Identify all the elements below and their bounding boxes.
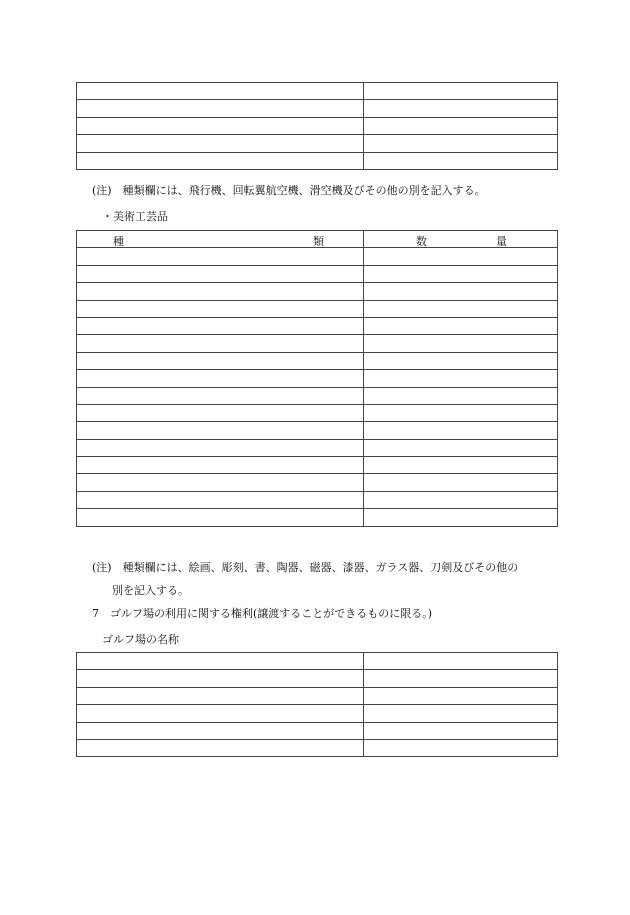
table-row — [77, 422, 558, 439]
table-row — [77, 117, 558, 134]
table-row — [77, 387, 558, 404]
golf-section-heading: 7 ゴルフ場の利用に関する権利(譲渡することができるものに限る。) — [92, 607, 433, 620]
art-section-title: ・美術工芸品 — [102, 210, 168, 223]
art-note-line2: 別を記入する。 — [112, 584, 189, 597]
table-row — [77, 83, 558, 100]
table-row — [77, 739, 558, 756]
table-row — [77, 317, 558, 334]
table-row — [77, 265, 558, 282]
table-row — [77, 283, 558, 300]
aircraft-table — [76, 82, 558, 170]
table-row — [77, 404, 558, 421]
table-row — [77, 474, 558, 491]
table-row — [77, 457, 558, 474]
table-row — [77, 352, 558, 369]
table-row — [77, 653, 558, 670]
table-row — [77, 509, 558, 526]
table-row — [77, 491, 558, 508]
table-row — [77, 439, 558, 456]
table-row — [77, 248, 558, 265]
header-type: 種 類 — [77, 231, 364, 248]
header-quantity: 数 量 — [364, 231, 558, 248]
table-row — [77, 335, 558, 352]
table-row — [77, 722, 558, 739]
art-note-line1: (注) 種類欄には、絵画、彫刻、書、陶器、磁器、漆器、ガラス器、刀剣及びその他の — [92, 561, 519, 574]
aircraft-note: (注) 種類欄には、飛行機、回転翼航空機、滑空機及びその他の別を記入する。 — [92, 184, 486, 197]
table-row — [77, 705, 558, 722]
table-header-row — [77, 231, 558, 248]
table-row — [77, 687, 558, 704]
table-row — [77, 300, 558, 317]
table-row — [77, 152, 558, 169]
table-row — [77, 100, 558, 117]
golf-section-subheading: ゴルフ場の名称 — [102, 633, 179, 646]
art-craft-table — [76, 230, 558, 527]
table-row — [77, 670, 558, 687]
table-row — [77, 370, 558, 387]
golf-table — [76, 652, 558, 757]
table-row — [77, 135, 558, 152]
